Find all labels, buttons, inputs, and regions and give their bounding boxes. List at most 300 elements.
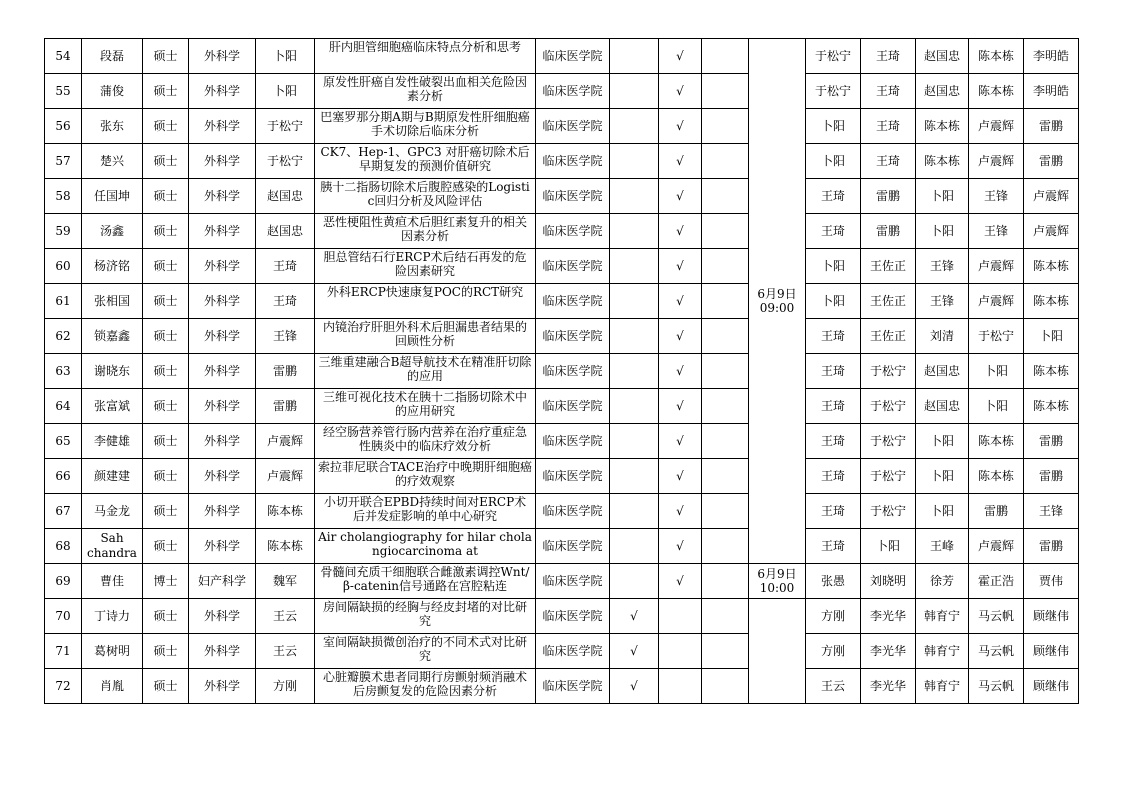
expert-3: 卜阳 — [916, 494, 969, 529]
table-row — [45, 564, 1079, 599]
expert-2: 于松宁 — [861, 459, 916, 494]
expert-1: 王琦 — [806, 214, 861, 249]
thesis-topic — [315, 389, 536, 424]
thesis-topic — [315, 529, 536, 564]
expert-3: 赵国忠 — [916, 389, 969, 424]
row-number: 70 — [45, 599, 82, 634]
expert-1: 卜阳 — [806, 144, 861, 179]
expert-3: 王锋 — [916, 249, 969, 284]
row-number: 56 — [45, 109, 82, 144]
college: 临床医学院 — [536, 599, 610, 634]
check-col-1 — [610, 109, 659, 144]
major: 外科学 — [189, 319, 256, 354]
row-number: 60 — [45, 249, 82, 284]
major: 外科学 — [189, 669, 256, 704]
college: 临床医学院 — [536, 39, 610, 74]
major: 外科学 — [189, 179, 256, 214]
major: 外科学 — [189, 494, 256, 529]
major: 外科学 — [189, 599, 256, 634]
check-col-2 — [659, 669, 702, 704]
major: 外科学 — [189, 389, 256, 424]
expert-4: 王锋 — [969, 179, 1024, 214]
row-number: 61 — [45, 284, 82, 319]
row-number: 58 — [45, 179, 82, 214]
expert-1: 王琦 — [806, 424, 861, 459]
expert-4: 马云帆 — [969, 634, 1024, 669]
expert-1: 于松宁 — [806, 39, 861, 74]
row-number: 62 — [45, 319, 82, 354]
row-number: 65 — [45, 424, 82, 459]
major: 外科学 — [189, 249, 256, 284]
expert-3: 赵国忠 — [916, 354, 969, 389]
degree: 硕士 — [143, 634, 189, 669]
row-number: 63 — [45, 354, 82, 389]
check-col-2: √ — [659, 529, 702, 564]
thesis-topic-text: 肝内胆管细胞癌临床特点分析和思考 — [328, 40, 521, 54]
student-name: 李健雄 — [82, 424, 143, 459]
expert-1: 张愚 — [806, 564, 861, 599]
student-name: 颜建建 — [82, 459, 143, 494]
check-col-1: √ — [610, 634, 659, 669]
row-number: 68 — [45, 529, 82, 564]
check-col-3 — [702, 564, 749, 599]
expert-3: 赵国忠 — [916, 74, 969, 109]
row-number: 69 — [45, 564, 82, 599]
expert-3: 刘清 — [916, 319, 969, 354]
table-row — [45, 319, 1079, 354]
student-name: 段磊 — [82, 39, 143, 74]
expert-5: 卢震辉 — [1024, 214, 1079, 249]
advisor: 于松宁 — [256, 144, 315, 179]
advisor: 陈本栋 — [256, 529, 315, 564]
table-row — [45, 459, 1079, 494]
expert-5: 雷鹏 — [1024, 459, 1079, 494]
student-name: 马金龙 — [82, 494, 143, 529]
college: 临床医学院 — [536, 109, 610, 144]
thesis-topic-text: CK7、Hep-1、GPC3 对肝癌切除术后早期复发的预测价值研究 — [320, 145, 530, 173]
student-name: 蒲俊 — [82, 74, 143, 109]
expert-1: 卜阳 — [806, 284, 861, 319]
check-col-3 — [702, 39, 749, 74]
check-col-2: √ — [659, 249, 702, 284]
expert-3: 陈本栋 — [916, 144, 969, 179]
college: 临床医学院 — [536, 494, 610, 529]
expert-5: 李明皓 — [1024, 39, 1079, 74]
expert-2: 王佐正 — [861, 284, 916, 319]
degree: 硕士 — [143, 424, 189, 459]
student-name: 张相国 — [82, 284, 143, 319]
check-col-3 — [702, 529, 749, 564]
table-row — [45, 74, 1079, 109]
student-name: 谢晓东 — [82, 354, 143, 389]
degree: 硕士 — [143, 354, 189, 389]
check-col-2: √ — [659, 144, 702, 179]
expert-4: 卢震辉 — [969, 284, 1024, 319]
major: 外科学 — [189, 39, 256, 74]
check-col-1 — [610, 564, 659, 599]
student-name: 丁诗力 — [82, 599, 143, 634]
college: 临床医学院 — [536, 74, 610, 109]
check-col-2: √ — [659, 424, 702, 459]
expert-1: 王琦 — [806, 459, 861, 494]
advisor: 雷鹏 — [256, 354, 315, 389]
thesis-topic-text: 外科ERCP快速康复POC的RCT研究 — [326, 285, 524, 299]
expert-5: 卢震辉 — [1024, 179, 1079, 214]
major: 外科学 — [189, 354, 256, 389]
college: 临床医学院 — [536, 284, 610, 319]
expert-2: 王琦 — [861, 39, 916, 74]
student-name: 肖胤 — [82, 669, 143, 704]
expert-4: 卢震辉 — [969, 144, 1024, 179]
major: 外科学 — [189, 74, 256, 109]
degree: 硕士 — [143, 389, 189, 424]
degree: 硕士 — [143, 494, 189, 529]
thesis-topic — [315, 564, 536, 599]
table-row — [45, 494, 1079, 529]
expert-1: 方刚 — [806, 634, 861, 669]
check-col-3 — [702, 144, 749, 179]
defense-date-cell-empty — [749, 669, 806, 704]
table-row — [45, 109, 1079, 144]
major: 外科学 — [189, 214, 256, 249]
degree: 硕士 — [143, 74, 189, 109]
expert-1: 王琦 — [806, 494, 861, 529]
check-col-3 — [702, 669, 749, 704]
degree: 硕士 — [143, 249, 189, 284]
degree: 硕士 — [143, 599, 189, 634]
expert-2: 卜阳 — [861, 529, 916, 564]
check-col-2: √ — [659, 354, 702, 389]
major: 外科学 — [189, 284, 256, 319]
thesis-topic — [315, 249, 536, 284]
student-name: 杨济铭 — [82, 249, 143, 284]
expert-2: 刘晓明 — [861, 564, 916, 599]
student-name: Sah chandra — [82, 529, 143, 564]
check-col-3 — [702, 494, 749, 529]
expert-5: 顾继伟 — [1024, 634, 1079, 669]
expert-4: 雷鹏 — [969, 494, 1024, 529]
defense-date-cell-empty — [749, 599, 806, 634]
expert-4: 霍正浩 — [969, 564, 1024, 599]
check-col-3 — [702, 389, 749, 424]
thesis-topic-text: 三维可视化技术在胰十二指肠切除术中的应用研究 — [322, 390, 527, 418]
expert-2: 李光华 — [861, 634, 916, 669]
expert-3: 卜阳 — [916, 459, 969, 494]
degree: 硕士 — [143, 669, 189, 704]
check-col-1 — [610, 389, 659, 424]
advisor: 雷鹏 — [256, 389, 315, 424]
check-col-3 — [702, 354, 749, 389]
advisor: 王琦 — [256, 249, 315, 284]
check-col-1 — [610, 424, 659, 459]
college: 临床医学院 — [536, 459, 610, 494]
thesis-topic-text: 恶性梗阻性黄疸术后胆红素复升的相关因素分析 — [322, 215, 527, 243]
advisor: 王琦 — [256, 284, 315, 319]
row-number: 66 — [45, 459, 82, 494]
thesis-topic — [315, 319, 536, 354]
check-col-3 — [702, 459, 749, 494]
college: 临床医学院 — [536, 529, 610, 564]
defense-day: 6月9日 — [757, 567, 797, 581]
thesis-topic — [315, 634, 536, 669]
student-name: 张富斌 — [82, 389, 143, 424]
college: 临床医学院 — [536, 249, 610, 284]
college: 临床医学院 — [536, 144, 610, 179]
advisor: 王云 — [256, 634, 315, 669]
expert-1: 王云 — [806, 669, 861, 704]
row-number: 72 — [45, 669, 82, 704]
thesis-topic — [315, 284, 536, 319]
student-name: 曹佳 — [82, 564, 143, 599]
table-row — [45, 529, 1079, 564]
table-row — [45, 39, 1079, 74]
degree: 博士 — [143, 564, 189, 599]
thesis-topic — [315, 74, 536, 109]
thesis-topic — [315, 599, 536, 634]
expert-3: 徐芳 — [916, 564, 969, 599]
defense-date-cell — [749, 39, 806, 564]
expert-5: 雷鹏 — [1024, 529, 1079, 564]
advisor: 陈本栋 — [256, 494, 315, 529]
expert-3: 卜阳 — [916, 424, 969, 459]
student-name: 张东 — [82, 109, 143, 144]
expert-4: 卜阳 — [969, 389, 1024, 424]
check-col-1 — [610, 529, 659, 564]
expert-1: 王琦 — [806, 354, 861, 389]
expert-2: 李光华 — [861, 669, 916, 704]
expert-3: 韩育宁 — [916, 634, 969, 669]
check-col-1 — [610, 284, 659, 319]
check-col-2: √ — [659, 564, 702, 599]
expert-2: 于松宁 — [861, 424, 916, 459]
college: 临床医学院 — [536, 669, 610, 704]
thesis-topic-text: 室间隔缺损微创治疗的不同术式对比研究 — [322, 635, 527, 663]
expert-1: 卜阳 — [806, 249, 861, 284]
check-col-1: √ — [610, 669, 659, 704]
expert-5: 雷鹏 — [1024, 144, 1079, 179]
degree: 硕士 — [143, 144, 189, 179]
expert-5: 顾继伟 — [1024, 599, 1079, 634]
expert-2: 王琦 — [861, 144, 916, 179]
check-col-3 — [702, 109, 749, 144]
table-row — [45, 354, 1079, 389]
college: 临床医学院 — [536, 564, 610, 599]
advisor: 卜阳 — [256, 39, 315, 74]
check-col-2 — [659, 599, 702, 634]
college: 临床医学院 — [536, 214, 610, 249]
expert-3: 陈本栋 — [916, 109, 969, 144]
table-row — [45, 284, 1079, 319]
advisor: 赵国忠 — [256, 179, 315, 214]
thesis-topic-text: 心脏瓣膜术患者同期行房颤射频消融术后房颤复发的危险因素分析 — [322, 670, 527, 698]
expert-4: 马云帆 — [969, 599, 1024, 634]
student-name: 葛树明 — [82, 634, 143, 669]
defense-schedule-table — [44, 38, 1079, 704]
check-col-1 — [610, 459, 659, 494]
check-col-2: √ — [659, 494, 702, 529]
row-number: 55 — [45, 74, 82, 109]
college: 临床医学院 — [536, 179, 610, 214]
check-col-1 — [610, 354, 659, 389]
table-row — [45, 179, 1079, 214]
thesis-topic-text: Air cholangiography for hilar cholangiocarcinoma at — [318, 530, 532, 558]
check-col-1 — [610, 249, 659, 284]
check-col-1 — [610, 39, 659, 74]
advisor: 方刚 — [256, 669, 315, 704]
expert-4: 卢震辉 — [969, 249, 1024, 284]
degree: 硕士 — [143, 529, 189, 564]
check-col-1 — [610, 319, 659, 354]
thesis-topic — [315, 144, 536, 179]
row-number: 54 — [45, 39, 82, 74]
check-col-3 — [702, 214, 749, 249]
defense-date-cell-empty — [749, 634, 806, 669]
major: 外科学 — [189, 459, 256, 494]
check-col-3 — [702, 634, 749, 669]
check-col-1 — [610, 494, 659, 529]
expert-5: 陈本栋 — [1024, 389, 1079, 424]
expert-1: 于松宁 — [806, 74, 861, 109]
row-number: 64 — [45, 389, 82, 424]
thesis-topic — [315, 39, 536, 74]
check-col-2: √ — [659, 179, 702, 214]
thesis-topic-text: 巴塞罗那分期A期与B期原发性肝细胞癌手术切除后临床分析 — [320, 110, 530, 138]
degree: 硕士 — [143, 179, 189, 214]
check-col-2: √ — [659, 284, 702, 319]
expert-5: 雷鹏 — [1024, 109, 1079, 144]
check-col-1 — [610, 74, 659, 109]
student-name: 楚兴 — [82, 144, 143, 179]
college: 临床医学院 — [536, 319, 610, 354]
college: 临床医学院 — [536, 389, 610, 424]
advisor: 赵国忠 — [256, 214, 315, 249]
expert-4: 陈本栋 — [969, 74, 1024, 109]
degree: 硕士 — [143, 319, 189, 354]
degree: 硕士 — [143, 39, 189, 74]
college: 临床医学院 — [536, 354, 610, 389]
check-col-3 — [702, 424, 749, 459]
check-col-3 — [702, 599, 749, 634]
thesis-topic-text: 经空肠营养管行肠内营养在治疗重症急性胰炎中的临床疗效分析 — [322, 425, 527, 453]
table-row — [45, 599, 1079, 634]
expert-2: 李光华 — [861, 599, 916, 634]
advisor: 于松宁 — [256, 109, 315, 144]
table-row — [45, 214, 1079, 249]
check-col-3 — [702, 319, 749, 354]
expert-2: 雷鹏 — [861, 214, 916, 249]
check-col-2: √ — [659, 109, 702, 144]
college: 临床医学院 — [536, 634, 610, 669]
expert-5: 李明皓 — [1024, 74, 1079, 109]
major: 外科学 — [189, 424, 256, 459]
degree: 硕士 — [143, 109, 189, 144]
expert-2: 王佐正 — [861, 249, 916, 284]
thesis-topic — [315, 494, 536, 529]
expert-1: 王琦 — [806, 389, 861, 424]
check-col-1 — [610, 179, 659, 214]
thesis-topic-text: 骨髓间充质干细胞联合雌激素调控Wnt/β-catenin信号通路在宫腔粘连 — [320, 565, 530, 593]
expert-2: 于松宁 — [861, 494, 916, 529]
defense-time: 10:00 — [759, 581, 795, 595]
college: 临床医学院 — [536, 424, 610, 459]
expert-1: 王琦 — [806, 319, 861, 354]
row-number: 59 — [45, 214, 82, 249]
row-number: 57 — [45, 144, 82, 179]
thesis-topic — [315, 669, 536, 704]
major: 外科学 — [189, 634, 256, 669]
defense-time: 09:00 — [759, 301, 795, 315]
check-col-1 — [610, 144, 659, 179]
thesis-topic-text: 胆总管结石行ERCP术后结石再发的危险因素研究 — [323, 250, 527, 278]
check-col-2: √ — [659, 39, 702, 74]
expert-5: 顾继伟 — [1024, 669, 1079, 704]
advisor: 王锋 — [256, 319, 315, 354]
expert-4: 王锋 — [969, 214, 1024, 249]
table-row — [45, 389, 1079, 424]
expert-5: 陈本栋 — [1024, 284, 1079, 319]
table-row — [45, 249, 1079, 284]
table-row — [45, 144, 1079, 179]
major: 妇产科学 — [189, 564, 256, 599]
thesis-topic-text: 三维重建融合B超导航技术在精准肝切除的应用 — [318, 355, 532, 383]
expert-4: 陈本栋 — [969, 424, 1024, 459]
thesis-topic-text: 内镜治疗肝胆外科术后胆漏患者结果的回顾性分析 — [322, 320, 527, 348]
expert-3: 赵国忠 — [916, 39, 969, 74]
expert-1: 王琦 — [806, 529, 861, 564]
degree: 硕士 — [143, 284, 189, 319]
advisor: 卢震辉 — [256, 459, 315, 494]
expert-1: 王琦 — [806, 179, 861, 214]
check-col-2: √ — [659, 319, 702, 354]
check-col-2: √ — [659, 459, 702, 494]
degree: 硕士 — [143, 214, 189, 249]
check-col-2: √ — [659, 74, 702, 109]
expert-2: 于松宁 — [861, 354, 916, 389]
row-number: 67 — [45, 494, 82, 529]
expert-4: 卢震辉 — [969, 529, 1024, 564]
expert-2: 雷鹏 — [861, 179, 916, 214]
expert-2: 于松宁 — [861, 389, 916, 424]
expert-2: 王佐正 — [861, 319, 916, 354]
defense-date-cell — [749, 564, 806, 599]
thesis-topic — [315, 109, 536, 144]
expert-3: 王锋 — [916, 284, 969, 319]
thesis-topic — [315, 354, 536, 389]
expert-2: 王琦 — [861, 74, 916, 109]
thesis-topic-text: 房间隔缺损的经胸与经皮封堵的对比研究 — [322, 600, 527, 628]
expert-3: 韩育宁 — [916, 669, 969, 704]
expert-2: 王琦 — [861, 109, 916, 144]
advisor: 魏军 — [256, 564, 315, 599]
student-name: 任国坤 — [82, 179, 143, 214]
thesis-topic-text: 胰十二指肠切除术后腹腔感染的Logistic回归分析及风险评估 — [320, 180, 530, 208]
expert-3: 卜阳 — [916, 214, 969, 249]
table-row — [45, 634, 1079, 669]
expert-4: 陈本栋 — [969, 459, 1024, 494]
expert-5: 陈本栋 — [1024, 249, 1079, 284]
check-col-3 — [702, 179, 749, 214]
check-col-3 — [702, 284, 749, 319]
advisor: 卢震辉 — [256, 424, 315, 459]
student-name: 汤鑫 — [82, 214, 143, 249]
check-col-2: √ — [659, 214, 702, 249]
expert-5: 贾伟 — [1024, 564, 1079, 599]
advisor: 王云 — [256, 599, 315, 634]
expert-4: 于松宁 — [969, 319, 1024, 354]
check-col-2: √ — [659, 389, 702, 424]
defense-day: 6月9日 — [757, 287, 797, 301]
thesis-topic — [315, 424, 536, 459]
